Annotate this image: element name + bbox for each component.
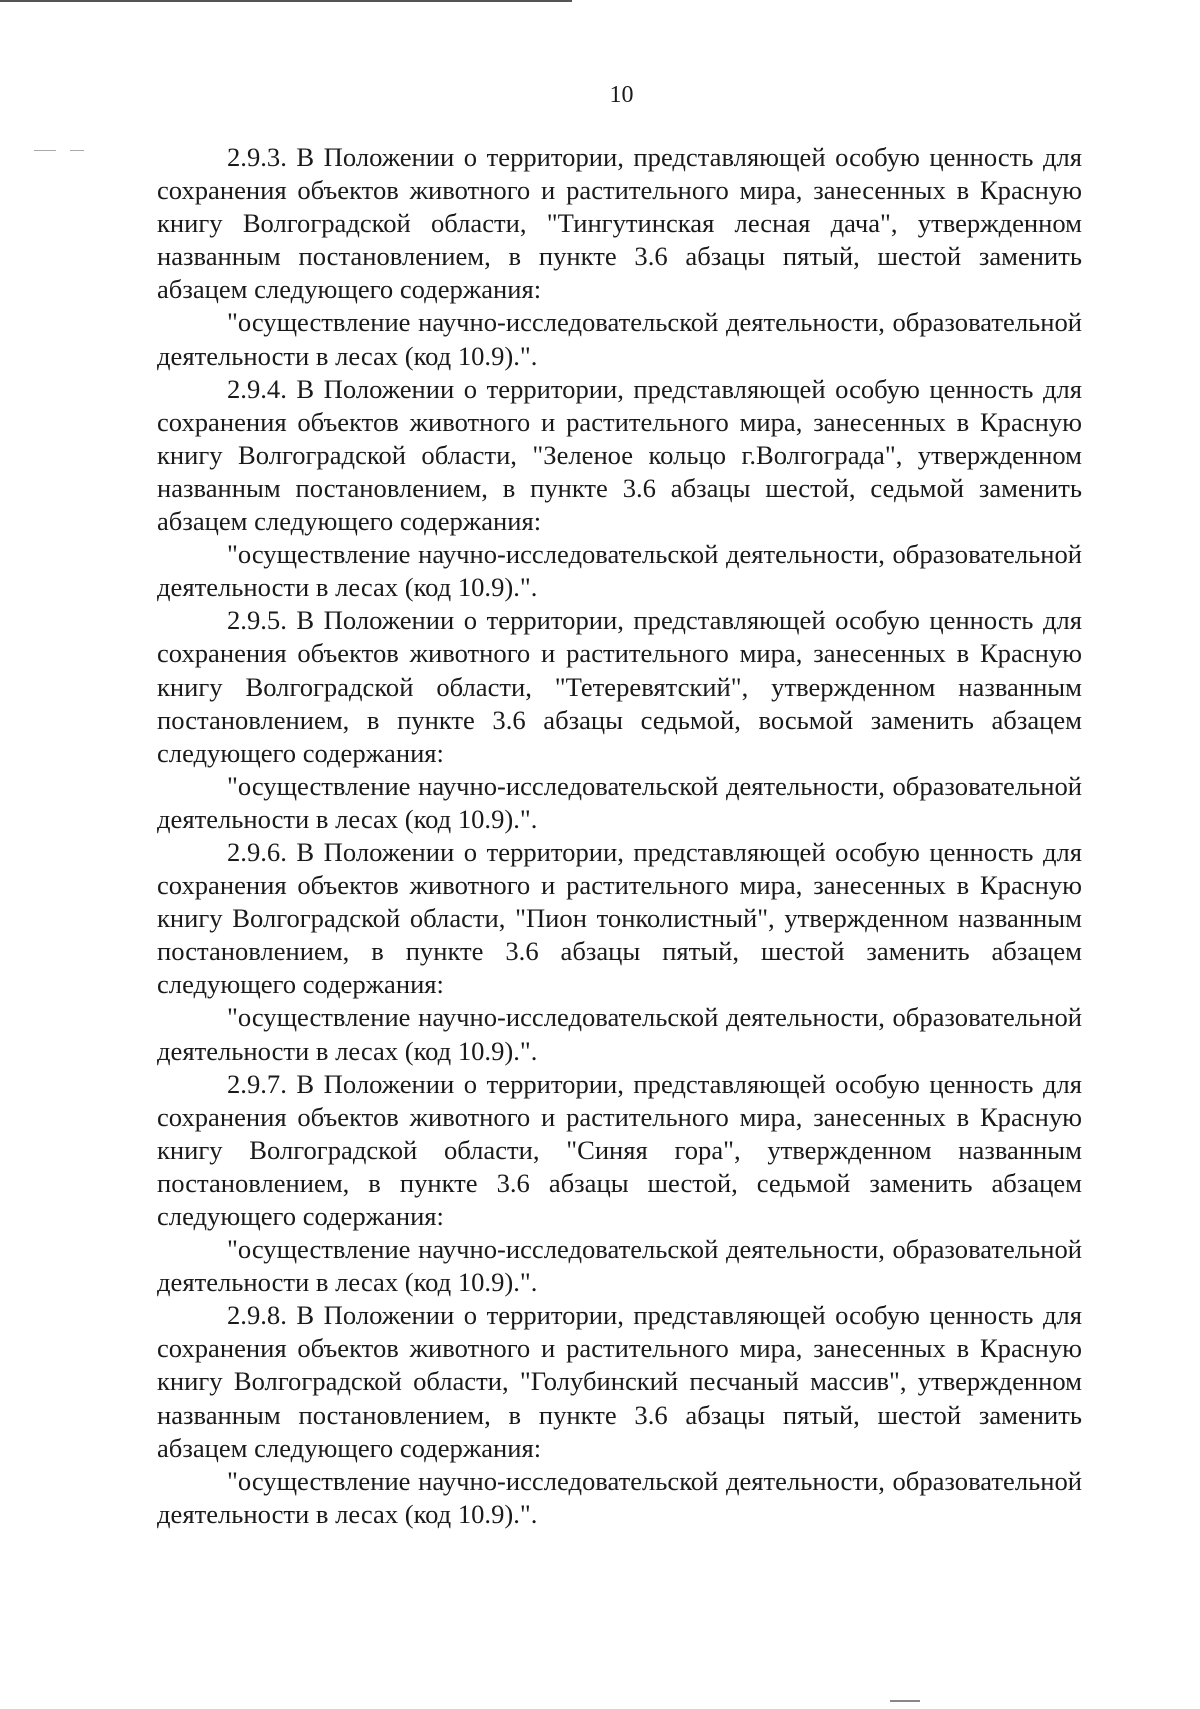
- paragraph-2-9-7-quote: "осуществление научно-исследовательской деятельности, образовательной деятельности в лесах (код 10.9).".: [157, 1234, 1082, 1298]
- scan-margin-mark: [70, 150, 84, 151]
- paragraph-2-9-8-quote: "осуществление научно-исследовательской деятельности, образовательной деятельности в лесах (код 10.9).".: [157, 1465, 1082, 1529]
- paragraph-2-9-3-quote: "осуществление научно-исследовательской деятельности, образовательной деятельности в лесах (код 10.9).".: [157, 307, 1082, 371]
- document-body: [157, 141, 1082, 1531]
- scan-edge-line: [0, 0, 572, 2]
- paragraph-2-9-6: 2.9.6. В Положении о территории, представляющей особую ценность для сохранения объектов животного и растительного мира, занесенных в Красную книгу Волгоградской области, "Пион тонколистный", утвержденном названным постановлением, в пункте 3.6 абзацы пятый, шестой заменить абзацем следующего содержания:: [157, 836, 1082, 1000]
- paragraph-2-9-4: 2.9.4. В Положении о территории, представляющей особую ценность для сохранения объектов животного и растительного мира, занесенных в Красную книгу Волгоградской области, "Зеленое кольцо г.Волгограда", утвержденном названным постановлением, в пункте 3.6 абзацы шестой, седьмой заменить абзацем следующего содержания:: [157, 373, 1082, 537]
- paragraph-2-9-5-quote: "осуществление научно-исследовательской деятельности, образовательной деятельности в лесах (код 10.9).".: [157, 770, 1082, 834]
- paragraph-2-9-7: 2.9.7. В Положении о территории, представляющей особую ценность для сохранения объектов животного и растительного мира, занесенных в Красную книгу Волгоградской области, "Синяя гора", утвержденном названным постановлением, в пункте 3.6 абзацы шестой, седьмой заменить абзацем следующего содержания:: [157, 1068, 1082, 1231]
- paragraph-2-9-4-quote: "осуществление научно-исследовательской деятельности, образовательной деятельности в лесах (код 10.9).".: [157, 539, 1082, 603]
- scan-edge-mark: [890, 1700, 920, 1702]
- paragraph-2-9-8: 2.9.8. В Положении о территории, представляющей особую ценность для сохранения объектов животного и растительного мира, занесенных в Красную книгу Волгоградской области, "Голубинский песчаный массив", утвержденном названным постановлением, в пункте 3.6 абзацы пятый, шестой заменить абзацем следующего содержания:: [157, 1300, 1082, 1463]
- paragraph-2-9-6-quote: "осуществление научно-исследовательской деятельности, образовательной деятельности в лесах (код 10.9).".: [157, 1002, 1082, 1066]
- page-number: 10: [609, 82, 634, 108]
- paragraph-2-9-3: 2.9.3. В Положении о территории, представляющей особую ценность для сохранения объектов животного и растительного мира, занесенных в Красную книгу Волгоградской области, "Тингутинская лесная дача", утвержденном названным постановлением, в пункте 3.6 абзацы пятый, шестой заменить абзацем следующего содержания:: [157, 142, 1082, 305]
- scan-margin-mark: [34, 150, 56, 151]
- paragraph-2-9-5: 2.9.5. В Положении о территории, представляющей особую ценность для сохранения объектов животного и растительного мира, занесенных в Красную книгу Волгоградской области, "Тетеревятский", утвержденном названным постановлением, в пункте 3.6 абзацы седьмой, восьмой заменить абзацем следующего содержания:: [157, 605, 1082, 768]
